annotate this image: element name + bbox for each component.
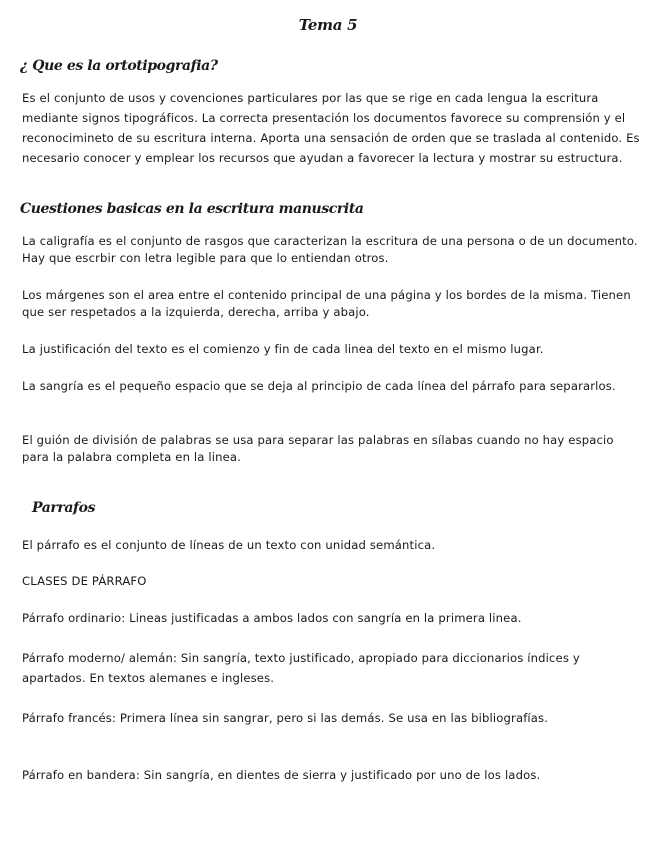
paragraph-ortotipografia: Es el conjunto de usos y covenciones particulares por las que se rige en cada lengua la escritura mediante signos tipográficos. La correcta presentación los documentos favorece su comprensión y el reconocimineto de su escritura interna. Aporta una sensación de orden que se traslada al contenido. Es necesario conocer y emplear los recursos que ayudan a favorecer la lectura y mostrar su estructura. bbox=[22, 91, 640, 165]
paragraph-parrafo-bandera: Párrafo en bandera: Sin sangría, en dientes de sierra y justificado por uno de los lados. bbox=[22, 768, 541, 782]
heading-parrafos: Parrafos bbox=[32, 500, 96, 516]
paragraph-parrafo-definicion: El párrafo es el conjunto de líneas de un texto con unidad semántica. bbox=[22, 538, 436, 552]
paragraph-sangria: La sangría es el pequeño espacio que se deja al principio de cada línea del párrafo para separarlos. bbox=[22, 379, 616, 393]
paragraph-justificacion: La justificación del texto es el comienzo y fin de cada linea del texto en el mismo lugar. bbox=[22, 342, 544, 356]
heading-cuestiones-basicas: Cuestiones basicas en la escritura manuscrita bbox=[20, 201, 364, 217]
paragraph-caligrafia: La caligrafía es el conjunto de rasgos que caracterizan la escritura de una persona o de un documento. Hay que escrbir con letra legible para que lo entiendan otros. bbox=[22, 234, 638, 265]
paragraph-guion: El guión de división de palabras se usa para separar las palabras en sílabas cuando no hay espacio para la palabra completa en la linea. bbox=[22, 433, 614, 464]
heading-ortotipografia: ¿ Que es la ortotipografia? bbox=[20, 58, 218, 74]
paragraph-parrafo-ordinario: Párrafo ordinario: Lineas justificadas a ambos lados con sangría en la primera linea. bbox=[22, 611, 522, 625]
paragraph-clases-de-parrafo: CLASES DE PÁRRAFO bbox=[22, 574, 147, 588]
paragraph-parrafo-frances: Párrafo francés: Primera línea sin sangrar, pero si las demás. Se usa en las bibliografías. bbox=[22, 711, 549, 725]
paragraph-parrafo-moderno: Párrafo moderno/ alemán: Sin sangría, texto justificado, apropiado para diccionarios índices y apartados. En textos alemanes e ingleses. bbox=[22, 651, 580, 685]
page-title: Tema 5 bbox=[298, 16, 358, 34]
paragraph-margenes: Los márgenes son el area entre el contenido principal de una página y los bordes de la misma. Tienen que ser respetados a la izquierda, derecha, arriba y abajo. bbox=[22, 288, 631, 319]
